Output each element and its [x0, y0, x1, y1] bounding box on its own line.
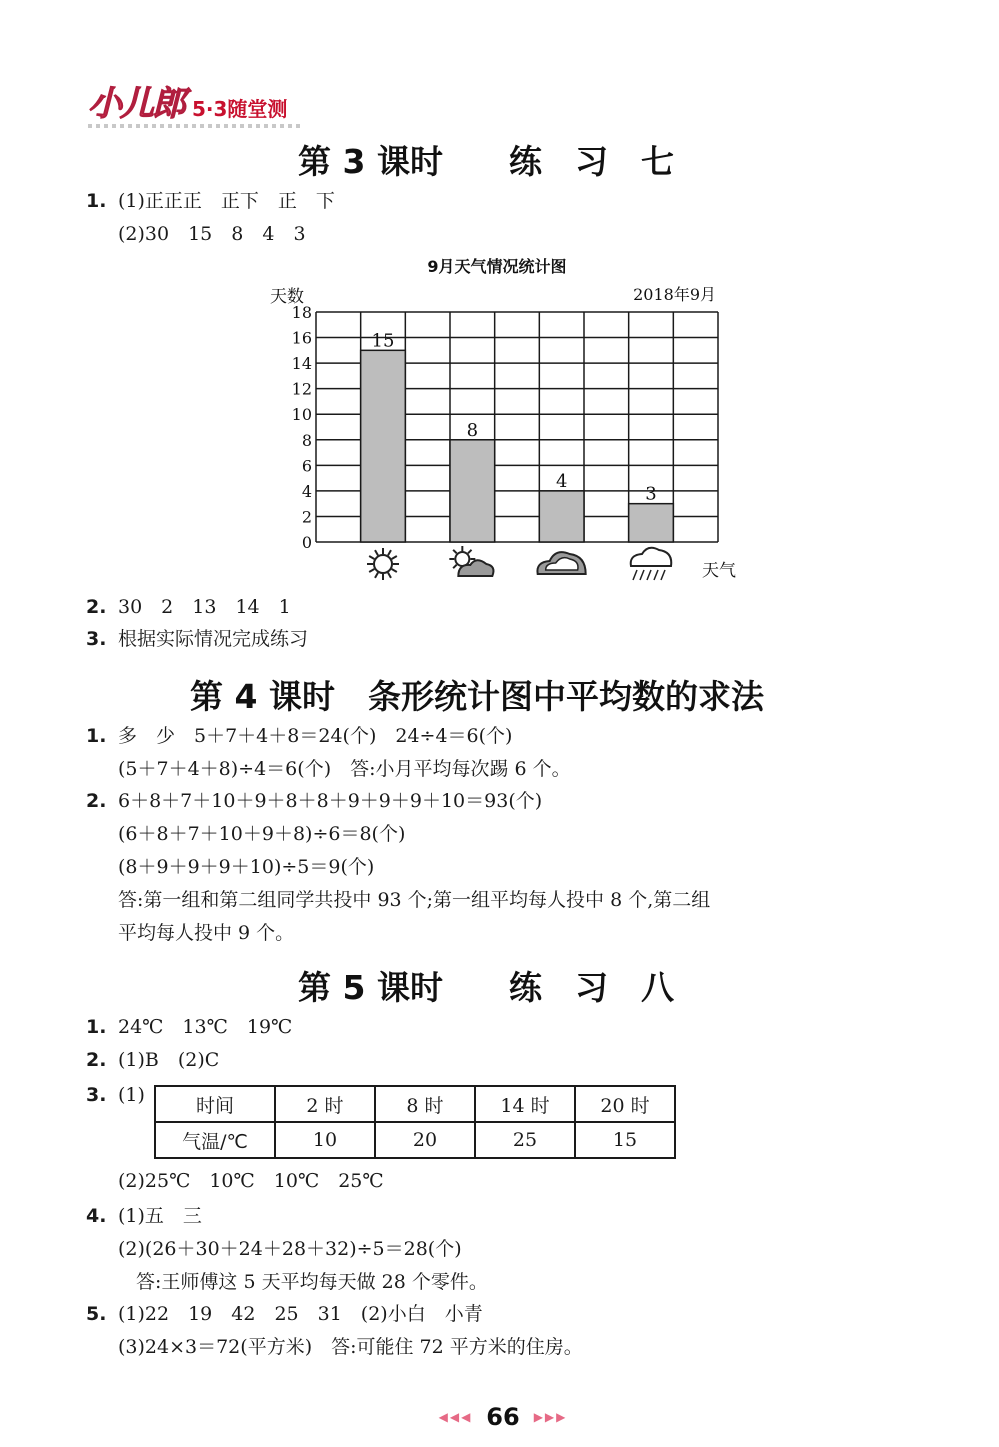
- chart-y-axis-label: 天数: [270, 287, 304, 307]
- table-header-temperature: 气温/℃: [155, 1122, 275, 1158]
- left-arrows-icon: ◀◀◀: [438, 1410, 473, 1424]
- s3-q1-line2: (2)30 15 8 4 3: [118, 223, 306, 245]
- table-row: [155, 1086, 675, 1122]
- s5-q4-line2: (2)(26＋30＋24＋28＋32)÷5＝28(个): [118, 1238, 462, 1260]
- table-cell: 20: [375, 1122, 475, 1158]
- cloud-icon: [537, 552, 585, 574]
- table-cell: 15: [575, 1122, 675, 1158]
- s5-q4-number: 4.: [86, 1205, 107, 1227]
- s3-q2-answer: 30 2 13 14 1: [118, 596, 291, 618]
- table-cell: 20 时: [575, 1086, 675, 1122]
- chart-y-tick-label: 12: [291, 379, 312, 399]
- chart-y-tick-label: 2: [301, 507, 312, 527]
- right-arrows-icon: ▶▶▶: [533, 1410, 568, 1424]
- chart-data-label: 4: [555, 470, 568, 492]
- chart-y-tick-label: 8: [301, 430, 312, 450]
- s4-q2-line3: (8＋9＋9＋9＋10)÷5＝9(个): [118, 856, 375, 878]
- s5-q1-answer: 24℃ 13℃ 19℃: [118, 1016, 293, 1038]
- s4-q1-line2: (5＋7＋4＋8)÷4＝6(个) 答:小月平均每次踢 6 个。: [118, 758, 571, 780]
- s3-q1-number: 1.: [86, 190, 107, 212]
- s5-q2-number: 2.: [86, 1049, 107, 1071]
- page-number: 66: [486, 1403, 520, 1431]
- s5-q3-prefix: (1): [118, 1084, 145, 1106]
- table-cell: 25: [475, 1122, 575, 1158]
- table-cell: 10: [275, 1122, 375, 1158]
- brand-name: 小儿郎: [88, 84, 184, 124]
- s4-q1-number: 1.: [86, 725, 107, 747]
- chart-bar: [450, 440, 495, 542]
- chart-data-label: 3: [645, 483, 657, 505]
- chart-x-axis-label: 天气: [702, 561, 736, 581]
- s5-q5-line2: (3)24×3＝72(平方米) 答:可能住 72 平方米的住房。: [118, 1336, 583, 1358]
- header-dotted-rule: [88, 124, 303, 128]
- s5-q4-line1: (1)五 三: [118, 1205, 202, 1227]
- s3-q2-number: 2.: [86, 596, 107, 618]
- table-cell: 2 时: [275, 1086, 375, 1122]
- brand-series: 5·3随堂测: [192, 97, 288, 121]
- chart-bar: [629, 504, 674, 542]
- section-5-title: 第 5 课时 练 习 八: [298, 968, 674, 1007]
- s4-q2-number: 2.: [86, 790, 107, 812]
- s4-q1-line1: 多 少 5＋7＋4＋8＝24(个) 24÷4＝6(个): [118, 725, 513, 747]
- chart-y-tick-label: 4: [301, 481, 312, 501]
- s5-q3-number: 3.: [86, 1084, 107, 1106]
- table-cell: 14 时: [475, 1086, 575, 1122]
- s5-q5-number: 5.: [86, 1303, 107, 1325]
- table-row: [155, 1122, 675, 1158]
- s5-q2-answer: (1)B (2)C: [118, 1049, 220, 1071]
- partly-cloudy-icon: [449, 546, 493, 576]
- table-header-time: 时间: [155, 1086, 275, 1122]
- rain-icon: [631, 548, 672, 580]
- s3-q1-line1: (1)正正正 正下 正 下: [118, 190, 335, 212]
- table-cell: 8 时: [375, 1086, 475, 1122]
- chart-data-label: 8: [466, 419, 479, 441]
- chart-date-label: 2018年9月: [633, 285, 716, 304]
- s4-q2-line1: 6＋8＋7＋10＋9＋8＋8＋9＋9＋9＋10＝93(个): [118, 790, 543, 812]
- s5-q4-line3: 答:王师傅这 5 天平均每天做 28 个零件。: [136, 1271, 488, 1293]
- s3-q3-number: 3.: [86, 628, 107, 650]
- temperature-table: [154, 1085, 676, 1159]
- chart-y-tick-label: 10: [291, 405, 312, 425]
- s3-q3-answer: 根据实际情况完成练习: [118, 628, 309, 650]
- chart-bar: [361, 350, 406, 542]
- s4-q2-line4: 答:第一组和第二组同学共投中 93 个;第一组平均每人投中 8 个,第二组: [118, 889, 711, 911]
- chart-bar: [539, 491, 584, 542]
- chart-y-tick-label: 14: [291, 354, 312, 374]
- section-4-title: 第 4 课时 条形统计图中平均数的求法: [190, 677, 764, 716]
- sun-icon: [367, 548, 399, 580]
- brand-logo: [88, 84, 287, 124]
- chart-y-tick-label: 6: [301, 456, 312, 476]
- chart-y-tick-label: 18: [291, 303, 312, 322]
- weather-bar-chart: [240, 250, 760, 590]
- chart-title: 9月天气情况统计图: [427, 257, 567, 276]
- s5-q1-number: 1.: [86, 1016, 107, 1038]
- s5-q3-line2: (2)25℃ 10℃ 10℃ 25℃: [118, 1170, 384, 1192]
- chart-y-tick-label: 0: [301, 533, 312, 552]
- chart-y-tick-label: 16: [291, 328, 312, 348]
- s4-q2-line5: 平均每人投中 9 个。: [118, 922, 295, 944]
- chart-data-label: 15: [371, 330, 395, 352]
- s5-q5-line1: (1)22 19 42 25 31 (2)小白 小青: [118, 1303, 483, 1325]
- s4-q2-line2: (6＋8＋7＋10＋9＋8)÷6＝8(个): [118, 823, 406, 845]
- page-footer: [418, 1403, 588, 1431]
- section-3-title: 第 3 课时 练 习 七: [298, 142, 674, 181]
